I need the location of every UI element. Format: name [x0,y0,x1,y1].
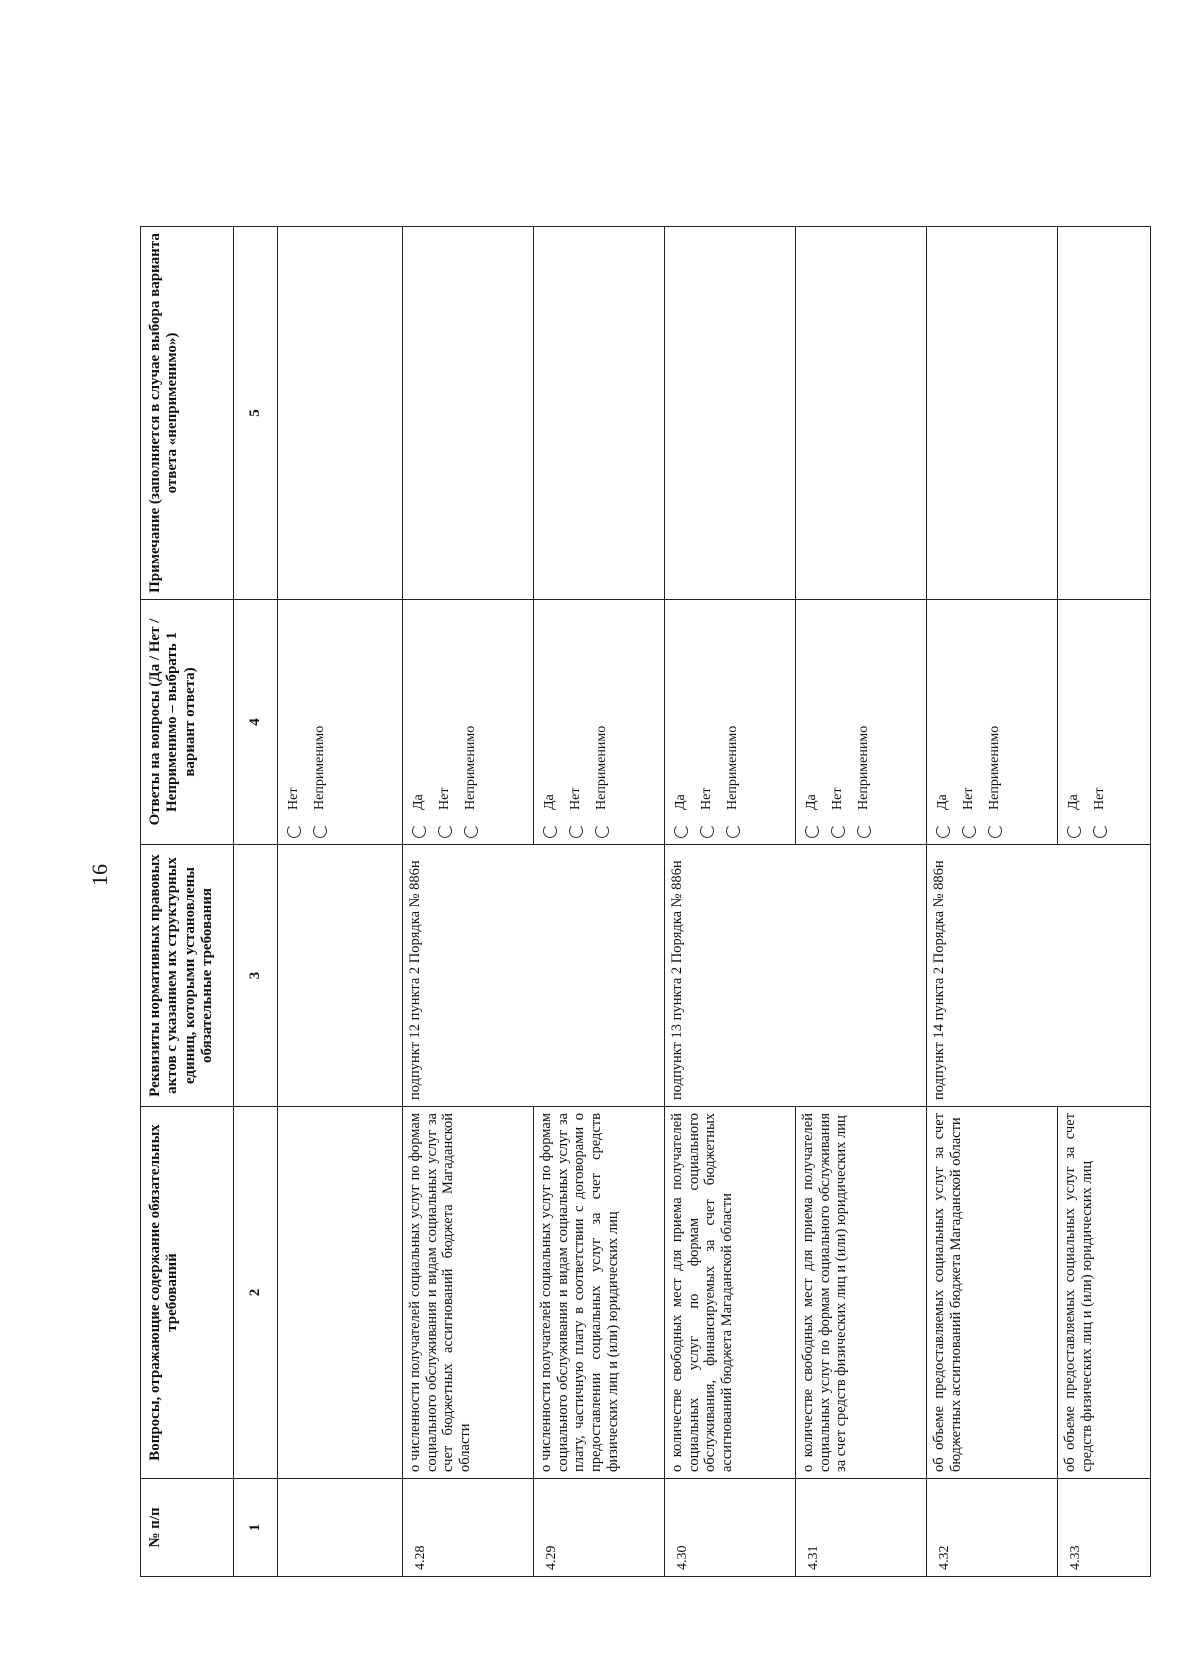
column-number: 4 [234,600,278,845]
radio-icon[interactable] [287,824,301,838]
answer-option-label: Нет [568,787,584,810]
answer-option-yes[interactable] [673,606,689,838]
header-legal-references: Реквизиты нормативных правовых актов с указанием их структурных единиц, которыми установлены обязательные требования [141,845,234,1107]
answer-option-not-applicable[interactable] [725,606,741,838]
radio-icon[interactable] [1093,824,1107,838]
answer-option-no[interactable] [568,606,584,838]
answer-cell [1058,600,1151,845]
column-number-row [234,227,278,1577]
radio-icon[interactable] [674,824,688,838]
radio-icon[interactable] [438,824,452,838]
number-cell [278,1479,403,1577]
column-number: 3 [234,845,278,1107]
requirements-table-container [140,227,1108,1577]
answer-option-no[interactable] [286,606,302,838]
answer-option-not-applicable[interactable] [987,606,1003,838]
radio-icon[interactable] [805,824,819,838]
radio-icon[interactable] [595,824,609,838]
column-number: 2 [234,1107,278,1479]
answer-option-no[interactable] [1092,606,1108,838]
answer-option-label: Нет [437,787,453,810]
question-text: о численности получателей социальных услуг по формам социального обслуживания и видам социальных услуг за плату, частичную плату в соответствии с договорами о предоставлении социальных услуг за счет средств физических лиц и (или) юридических лиц [534,1107,665,1479]
note-cell[interactable] [927,227,1058,600]
note-cell[interactable] [796,227,927,600]
radio-icon[interactable] [857,824,871,838]
radio-icon[interactable] [569,824,583,838]
answer-option-label: Неприменимо [312,725,328,810]
answer-option-yes[interactable] [1066,606,1082,838]
answer-option-not-applicable[interactable] [312,606,328,838]
answer-option-yes[interactable] [804,606,820,838]
radio-icon[interactable] [831,824,845,838]
answer-option-label: Нет [830,787,846,810]
radio-icon[interactable] [726,824,740,838]
reference-text: подпункт 14 пункта 2 Порядка № 886н [927,845,1151,1107]
row-number: 4.29 [534,1479,665,1577]
table-row [403,227,534,1577]
answer-option-yes[interactable] [935,606,951,838]
row-number: 4.32 [927,1479,1058,1577]
question-text: о количестве свободных мест для приема получателей социальных услуг по формам социального обслуживания за счет средств физических лиц и (или) юридических лиц [796,1107,927,1479]
answer-option-no[interactable] [961,606,977,838]
answer-cell [665,600,796,845]
note-cell[interactable] [534,227,665,600]
radio-icon[interactable] [1067,824,1081,838]
answer-option-label: Нет [699,787,715,810]
answer-option-label: Неприменимо [725,725,741,810]
answer-option-no[interactable] [830,606,846,838]
answer-option-label: Да [673,794,688,810]
answer-cell [403,600,534,845]
note-cell[interactable] [278,227,403,600]
row-number: 4.30 [665,1479,796,1577]
reference-text: подпункт 13 пункта 2 Порядка № 886н [665,845,927,1107]
column-number: 5 [234,227,278,600]
answer-option-no[interactable] [437,606,453,838]
table-row [927,227,1058,1577]
question-text: о количестве свободных мест для приема получателей социальных услуг по формам социального обслуживания, финансируемых за счет бюджетных ассигнований бюджета Магаданской области [665,1107,796,1479]
requirements-table [140,226,1151,1577]
row-number: 4.33 [1058,1479,1151,1577]
question-text: об объеме предоставляемых социальных услуг за счет бюджетных ассигнований бюджета Магаданской области [927,1107,1058,1479]
header-number: № п/п [141,1479,234,1577]
answer-cell [278,600,403,845]
row-number: 4.31 [796,1479,927,1577]
reference-cell [278,845,403,1107]
radio-icon[interactable] [543,824,557,838]
answer-option-label: Да [411,794,426,810]
question-text: об объеме предоставляемых социальных услуг за счет средств физических лиц и (или) юридических лиц [1058,1107,1151,1479]
answer-option-not-applicable[interactable] [463,606,479,838]
header-note: Примечание (заполняется в случае выбора варианта ответа «неприменимо») [141,227,234,600]
answer-option-label: Нет [286,787,301,810]
answer-option-label: Неприменимо [987,725,1003,810]
radio-icon[interactable] [313,824,327,838]
header-answers: Ответы на вопросы (Да / Нет / Неприменимо – выбрать 1 вариант ответа) [141,600,234,845]
answer-cell [534,600,665,845]
answer-option-not-applicable[interactable] [594,606,610,838]
answer-option-label: Да [935,794,950,810]
header-questions: Вопросы, отражающие содержание обязательных требований [141,1107,234,1479]
answer-option-yes[interactable] [411,606,427,838]
answer-option-label: Неприменимо [594,725,610,810]
radio-icon[interactable] [412,824,426,838]
page-number: 16 [87,864,112,886]
answer-cell [927,600,1058,845]
answer-option-label: Неприменимо [856,725,872,810]
radio-icon[interactable] [700,824,714,838]
answer-option-label: Неприменимо [463,725,479,810]
answer-option-label: Да [1066,794,1081,810]
question-cell [278,1107,403,1479]
radio-icon[interactable] [936,824,950,838]
radio-icon[interactable] [464,824,478,838]
note-cell[interactable] [1058,227,1151,600]
note-cell[interactable] [403,227,534,600]
column-number: 1 [234,1479,278,1577]
table-row [665,227,796,1577]
answer-option-label: Да [804,794,819,810]
answer-option-label: Нет [961,787,977,810]
table-header-row [141,227,234,1577]
radio-icon[interactable] [962,824,976,838]
table-row [278,227,403,1577]
row-number: 4.28 [403,1479,534,1577]
note-cell[interactable] [665,227,796,600]
answer-cell [796,600,927,845]
question-text: о численности получателей социальных услуг по формам социального обслуживания и видам социальных услуг за счет бюджетных ассигнований бюджета Магаданской области [403,1107,534,1479]
answer-option-yes[interactable] [542,606,558,838]
answer-option-not-applicable[interactable] [856,606,872,838]
reference-text: подпункт 12 пункта 2 Порядка № 886н [403,845,665,1107]
radio-icon[interactable] [988,824,1002,838]
answer-option-label: Нет [1092,787,1108,810]
answer-option-no[interactable] [699,606,715,838]
answer-option-label: Да [542,794,557,810]
